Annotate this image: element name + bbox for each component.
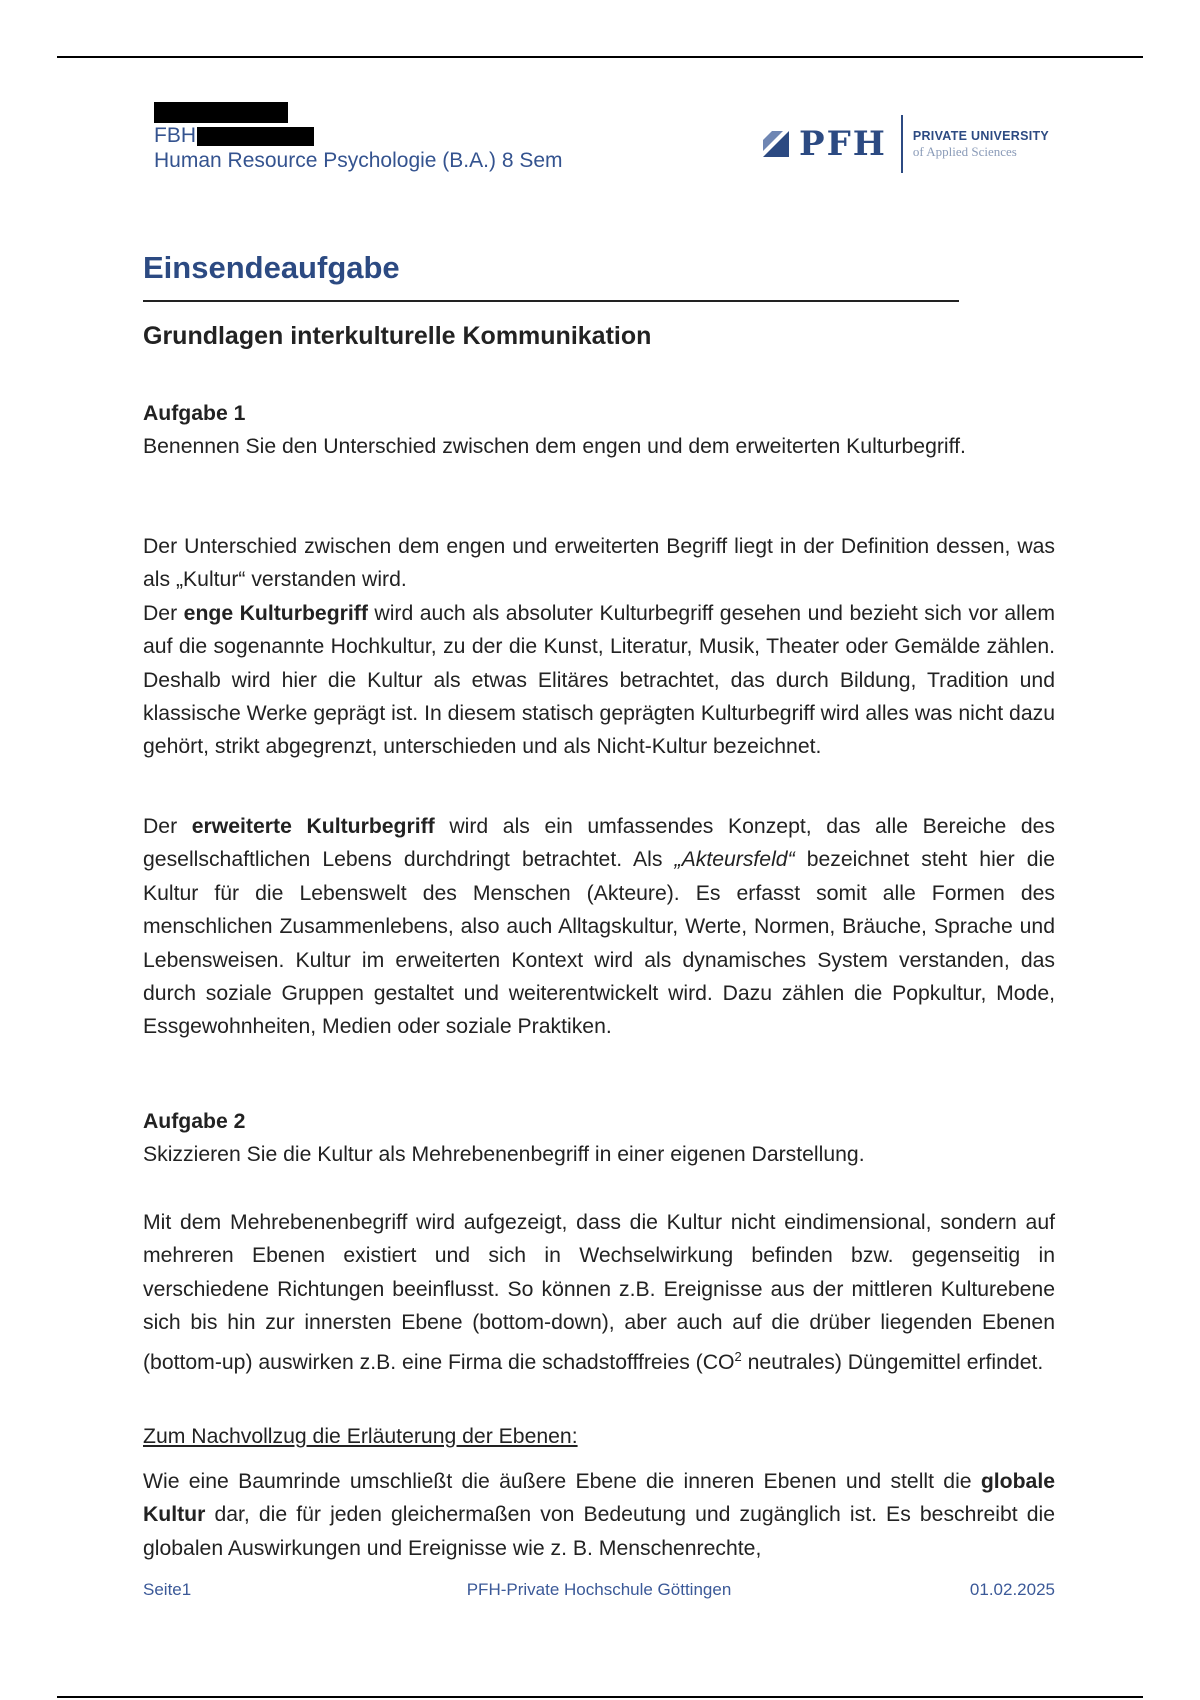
logo-divider [901,115,903,173]
task1-p3-bold: erweiterte Kulturbegriff [191,815,435,838]
task1-answer-block [143,530,1055,764]
task1-p3-italic: „Akteursfeld“ [674,848,795,872]
logo-subtitle-2: of Applied Sciences [912,144,1017,159]
document-title: Einsendeaufgabe [143,250,400,285]
task2-subheading-block [143,1420,1055,1453]
logo-wordmark: PFH [799,124,887,164]
redacted-id [197,127,314,146]
student-id-prefix: FBH [154,124,196,147]
logo-mark-icon [763,131,789,157]
task2-answer-block [143,1206,1055,1379]
task2-p2-post: dar, die für jeden gleichermaßen von Bedeutung und zugänglich ist. Es beschreibt die globalen Auswirkungen und Ereignisse wie z. B. Menschenrechte, [143,1503,1055,1560]
student-id-line [154,125,563,147]
document-subtitle: Grundlagen interkulturelle Kommunikation [143,322,652,350]
program-name: Human Resource Psychologie (B.A.) 8 Sem [154,149,563,172]
task1-p2-bold: enge Kulturbegriff [183,601,368,625]
task2-p1-sup: 2 [734,1348,742,1364]
task2-paragraph-2 [143,1465,1055,1565]
pfh-logo [763,112,1049,176]
task1-p3-pre: Der [143,815,192,838]
logo-subtitle-1: PRIVATE UNIVERSITY [912,129,1050,143]
task2-p2-pre: Wie eine Baumrinde umschließt die äußere Ebene die inneren Ebenen und stellt die [143,1470,981,1493]
task2-paragraph-1 [143,1206,1055,1379]
task2-p2-bold: globale Kultur [143,1470,1055,1527]
footer-institution: PFH-Private Hochschule Göttingen [466,1580,732,1599]
task1-heading: Aufgabe 1 [143,402,246,425]
task1-paragraph-2 [143,597,1055,764]
logo-subtitle [913,129,1049,159]
task2-header-block [143,1105,1055,1172]
task2-answer-block-2 [143,1465,1055,1565]
task1-header-block [143,397,1055,464]
footer-page-number: Seite1 [143,1580,192,1599]
task1-p2-post: wird auch als absoluter Kulturbegriff gesehen und bezieht sich vor allem auf die sogenannte Hochkultur, zu der die Kunst, Literatur, Musik, Theater oder Gemälde zählen. Deshalb wird hier die Kultur als etwas Elitäres betrachtet, das durch Bildung, Tradition und klassische Werke geprägt ist. In diesem statisch geprägten Kulturbegriff wird alles was nicht dazu gehört, strikt abgegrenzt, unterschieden und als Nicht-Kultur bezeichnet. [143,601,1056,759]
task1-paragraph-1: Der Unterschied zwischen dem engen und erweiterten Begriff liegt in der Definition dessen, was als „Kultur“ verstanden wird. [143,535,1055,592]
task1-paragraph-3 [143,810,1055,1044]
task2-underlined-heading: Zum Nachvollzug die Erläuterung der Ebenen: [143,1425,578,1448]
task1-p2-pre: Der [143,601,184,625]
redacted-name [154,102,288,123]
top-rule [57,56,1143,58]
task1-answer-block-2 [143,810,1055,1044]
footer-date: 01.02.2025 [969,1580,1055,1599]
title-underline [143,300,959,302]
task2-p1-pre: Mit dem Mehrebenenbegriff wird aufgezeigt, dass die Kultur nicht eindimensional, sondern auf mehreren Ebenen existiert und sich in Wechselwirkung befinden bzw. gegenseitig in verschiedene Richtungen beeinflusst. So können z.B. Ereignisse aus der mittleren Kulturebene sich bis hin zur innersten Ebene (bottom-down), aber auch auf die drüber liegenden Ebenen (bottom-up) auswirken z.B. eine Firma die schadstofffreies (CO [143,1211,1055,1374]
task1-question: Benennen Sie den Unterschied zwischen dem engen und dem erweiterten Kulturbegriff. [143,435,966,459]
header-info [154,102,563,173]
task1-p3-mid: wird als ein umfassendes Konzept, das alle Bereiche des gesellschaftlichen Lebens durchdringt betrachtet. Als [143,815,1055,872]
task2-question: Skizzieren Sie die Kultur als Mehrebenenbegriff in einer eigenen Darstellung. [143,1143,865,1167]
page-footer [143,1580,1055,1602]
task1-p3-post: bezeichnet steht hier die Kultur für die Lebenswelt des Menschen (Akteure). Es erfasst somit alle Formen des menschlichen Zusammenlebens, also auch Alltagskultur, Werte, Normen, Bräuche, Sprache und Lebensweisen. Kultur im erweiterten Kontext wird als dynamisches System verstanden, das durch soziale Gruppen gestaltet und weiterentwickelt wird. Dazu zählen die Popkultur, Mode, Essgewohnheiten, Medien oder soziale Praktiken. [143,848,1055,1039]
bottom-rule [57,1696,1143,1698]
task2-heading: Aufgabe 2 [143,1110,246,1133]
task2-p1-post: neutrales) Düngemittel erfindet. [741,1350,1044,1374]
